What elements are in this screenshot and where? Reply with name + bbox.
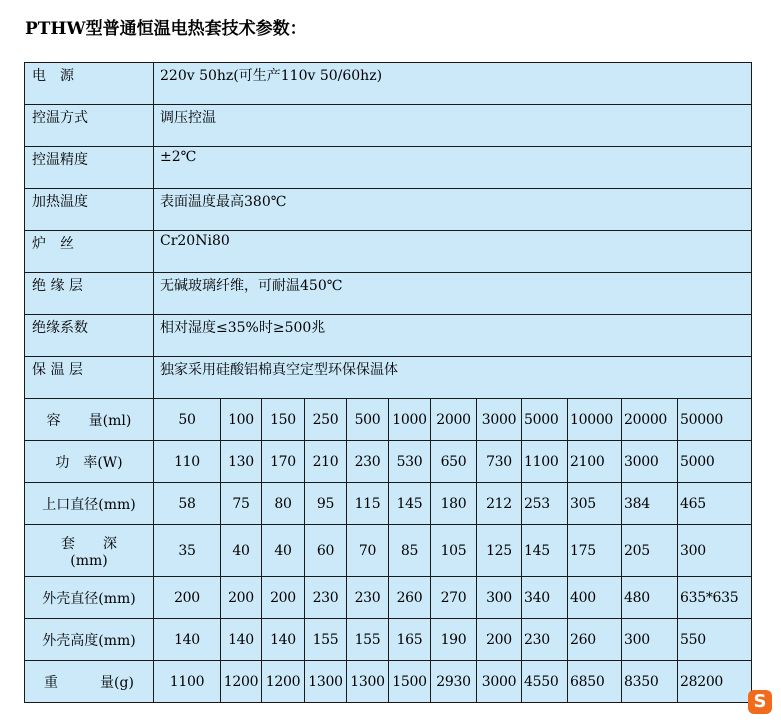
page-title: PTHW型普通恒温电热套技术参数： (25, 19, 307, 39)
size-cell: 3000 (622, 441, 678, 483)
size-cell: 230 (522, 619, 568, 661)
spec-label: 保 温 层 (25, 357, 154, 399)
spec-label: 电 源 (25, 63, 154, 105)
size-cell: 1200 (221, 661, 262, 703)
spec-value: 相对湿度≤35%时≥500兆 (154, 315, 752, 357)
size-cell: 190 (431, 619, 477, 661)
size-cell: 50 (154, 399, 221, 441)
size-cell: 200 (154, 577, 221, 619)
size-cell: 130 (221, 441, 262, 483)
size-cell: 105 (431, 525, 477, 577)
size-cell: 155 (305, 619, 347, 661)
spec-row (25, 273, 752, 315)
size-cell: 730 (477, 441, 522, 483)
size-cell: 5000 (522, 399, 568, 441)
size-cell: 400 (568, 577, 622, 619)
spec-value: 220v 50hz(可生产110v 50/60hz) (154, 63, 752, 105)
spec-table (24, 62, 752, 703)
size-cell: 260 (568, 619, 622, 661)
size-row (25, 619, 752, 661)
size-cell: 384 (622, 483, 678, 525)
size-cell: 1100 (154, 661, 221, 703)
size-cell: 165 (389, 619, 431, 661)
size-cell: 155 (347, 619, 389, 661)
size-cell: 210 (305, 441, 347, 483)
size-cell: 635*635 (678, 577, 752, 619)
size-cell: 465 (678, 483, 752, 525)
size-cell: 28200 (678, 661, 752, 703)
size-cell: 10000 (568, 399, 622, 441)
size-row-label: 上口直径(mm) (25, 483, 154, 525)
size-cell: 4550 (522, 661, 568, 703)
size-cell: 180 (431, 483, 477, 525)
spec-value: 调压控温 (154, 105, 752, 147)
size-cell: 305 (568, 483, 622, 525)
spec-value: 独家采用硅酸铝棉真空定型环保保温体 (154, 357, 752, 399)
spec-row (25, 63, 752, 105)
size-cell: 200 (262, 577, 305, 619)
size-cell: 2000 (431, 399, 477, 441)
size-cell: 1100 (522, 441, 568, 483)
size-cell: 1000 (389, 399, 431, 441)
size-cell: 260 (389, 577, 431, 619)
info-section (25, 63, 752, 399)
size-row-label-line: 套 深 (61, 535, 117, 552)
size-cell: 230 (347, 577, 389, 619)
size-row-label: 功 率(W) (25, 441, 154, 483)
size-cell: 125 (477, 525, 522, 577)
size-cell: 1300 (305, 661, 347, 703)
spec-row (25, 189, 752, 231)
size-cell: 230 (305, 577, 347, 619)
size-cell: 140 (221, 619, 262, 661)
size-grid-section (25, 399, 752, 703)
spec-label: 绝 缘 层 (25, 273, 154, 315)
size-cell: 530 (389, 441, 431, 483)
size-cell: 1200 (262, 661, 305, 703)
size-cell: 480 (622, 577, 678, 619)
size-row (25, 483, 752, 525)
size-row (25, 661, 752, 703)
spec-row (25, 231, 752, 273)
size-cell: 50000 (678, 399, 752, 441)
sogou-logo-icon: S (748, 690, 772, 714)
size-cell: 40 (221, 525, 262, 577)
size-cell: 2100 (568, 441, 622, 483)
spec-value: 无碱玻璃纤维，可耐温450℃ (154, 273, 752, 315)
spec-row (25, 147, 752, 189)
size-cell: 75 (221, 483, 262, 525)
spec-label: 炉 丝 (25, 231, 154, 273)
size-cell: 140 (262, 619, 305, 661)
size-cell: 95 (305, 483, 347, 525)
size-cell: 270 (431, 577, 477, 619)
size-cell: 110 (154, 441, 221, 483)
size-cell: 200 (221, 577, 262, 619)
size-row (25, 577, 752, 619)
size-cell: 3000 (477, 399, 522, 441)
size-row-label: 外壳高度(mm) (25, 619, 154, 661)
size-cell: 35 (154, 525, 221, 577)
spec-row (25, 105, 752, 147)
size-cell: 253 (522, 483, 568, 525)
size-cell: 1500 (389, 661, 431, 703)
size-cell: 200 (477, 619, 522, 661)
size-cell: 300 (622, 619, 678, 661)
spec-label: 加热温度 (25, 189, 154, 231)
size-row-label (25, 525, 154, 577)
spec-label: 控温方式 (25, 105, 154, 147)
size-cell: 115 (347, 483, 389, 525)
size-cell: 60 (305, 525, 347, 577)
size-row (25, 441, 752, 483)
size-cell: 5000 (678, 441, 752, 483)
size-cell: 230 (347, 441, 389, 483)
size-cell: 85 (389, 525, 431, 577)
size-row-label: 外壳直径(mm) (25, 577, 154, 619)
size-cell: 150 (262, 399, 305, 441)
spec-row (25, 315, 752, 357)
size-cell: 145 (389, 483, 431, 525)
size-cell: 20000 (622, 399, 678, 441)
size-cell: 2930 (431, 661, 477, 703)
size-cell: 175 (568, 525, 622, 577)
size-cell: 1300 (347, 661, 389, 703)
size-cell: 8350 (622, 661, 678, 703)
size-cell: 205 (622, 525, 678, 577)
size-cell: 140 (154, 619, 221, 661)
size-row-label: 容 量(ml) (25, 399, 154, 441)
size-cell: 650 (431, 441, 477, 483)
size-cell: 3000 (477, 661, 522, 703)
size-cell: 170 (262, 441, 305, 483)
size-cell: 40 (262, 525, 305, 577)
spec-value: Cr20Ni80 (154, 231, 752, 273)
size-row-label-line: (mm) (70, 552, 108, 569)
size-cell: 6850 (568, 661, 622, 703)
spec-value: ±2℃ (154, 147, 752, 189)
size-cell: 300 (477, 577, 522, 619)
spec-label: 控温精度 (25, 147, 154, 189)
size-cell: 500 (347, 399, 389, 441)
size-cell: 550 (678, 619, 752, 661)
spec-value: 表面温度最高380℃ (154, 189, 752, 231)
size-cell: 145 (522, 525, 568, 577)
size-cell: 300 (678, 525, 752, 577)
size-row (25, 399, 752, 441)
size-cell: 250 (305, 399, 347, 441)
size-cell: 70 (347, 525, 389, 577)
spec-label: 绝缘系数 (25, 315, 154, 357)
size-cell: 58 (154, 483, 221, 525)
size-row (25, 525, 752, 577)
size-cell: 100 (221, 399, 262, 441)
size-row-label: 重 量(g) (25, 661, 154, 703)
size-cell: 80 (262, 483, 305, 525)
size-cell: 340 (522, 577, 568, 619)
size-cell: 212 (477, 483, 522, 525)
spec-row (25, 357, 752, 399)
